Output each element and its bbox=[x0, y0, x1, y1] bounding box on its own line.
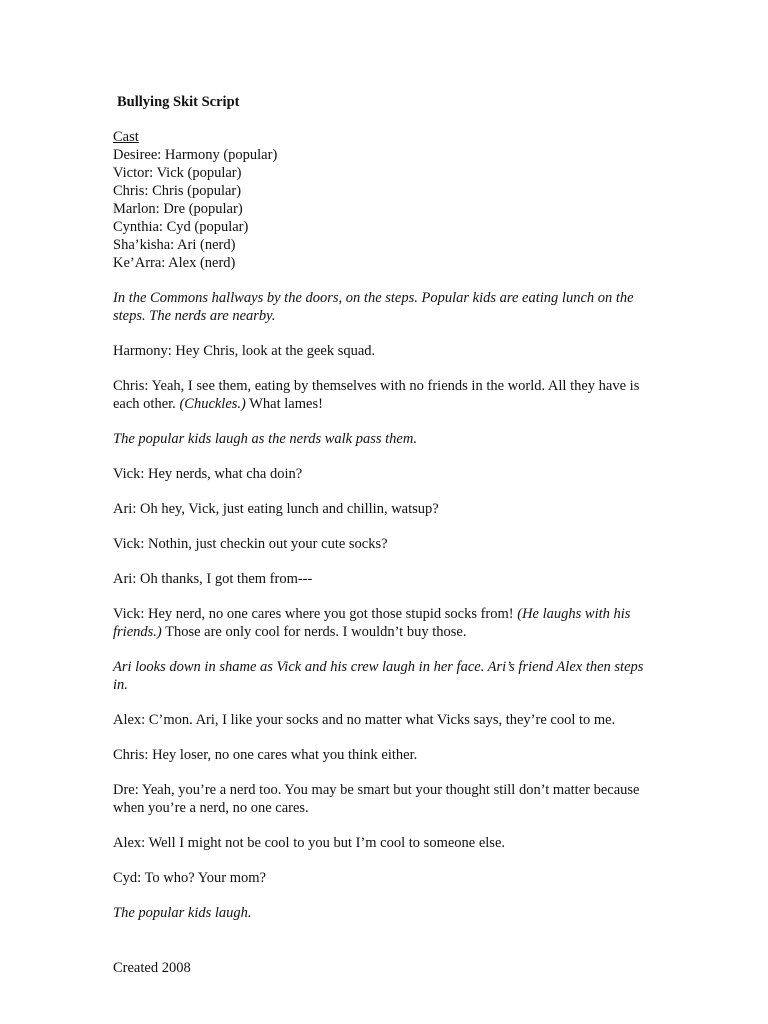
dialogue-text: What lames! bbox=[245, 396, 323, 412]
stage-direction: Ari looks down in shame as Vick and his crew laugh in her face. Ari’s friend Alex then steps in. bbox=[113, 659, 644, 693]
cast-member: Chris: Chris (popular) bbox=[113, 183, 242, 199]
dialogue-line: Cyd: To who? Your mom? bbox=[113, 870, 266, 886]
dialogue-line: Ari: Oh hey, Vick, just eating lunch and chillin, watsup? bbox=[113, 501, 439, 517]
stage-direction: The popular kids laugh as the nerds walk pass them. bbox=[113, 431, 417, 447]
cast-member: Sha’kisha: Ari (nerd) bbox=[113, 237, 236, 253]
dialogue-line: Vick: Hey nerds, what cha doin? bbox=[113, 466, 303, 482]
inline-direction: (Chuckles.) bbox=[179, 396, 246, 412]
dialogue-line: Harmony: Hey Chris, look at the geek squad. bbox=[113, 343, 376, 359]
cast-member: Marlon: Dre (popular) bbox=[113, 201, 243, 217]
document-title: Bullying Skit Script bbox=[117, 94, 240, 110]
dialogue-line: Ari: Oh thanks, I got them from--- bbox=[113, 571, 313, 587]
dialogue-text: Chris: Yeah, I see them, eating by themselves with no friends in the world. All they have is each other. bbox=[113, 378, 640, 412]
stage-direction: The popular kids laugh. bbox=[113, 905, 252, 921]
cast-list bbox=[113, 128, 661, 272]
dialogue-line: Alex: Well I might not be cool to you but I’m cool to someone else. bbox=[113, 835, 506, 851]
cast-heading: Cast bbox=[113, 129, 139, 145]
dialogue-line: Dre: Yeah, you’re a nerd too. You may be smart but your thought still don’t matter because when you’re a nerd, no one cares. bbox=[113, 782, 640, 816]
cast-member: Victor: Vick (popular) bbox=[113, 165, 242, 181]
dialogue-line bbox=[113, 605, 661, 641]
dialogue-line: Vick: Nothin, just checkin out your cute socks? bbox=[113, 536, 388, 552]
dialogue-line: Chris: Hey loser, no one cares what you think either. bbox=[113, 747, 418, 763]
cast-member: Ke’Arra: Alex (nerd) bbox=[113, 255, 236, 271]
cast-member: Desiree: Harmony (popular) bbox=[113, 147, 278, 163]
page-footer: Created 2008 bbox=[113, 960, 191, 976]
dialogue-line bbox=[113, 377, 661, 413]
document-page bbox=[113, 93, 661, 939]
stage-direction: In the Commons hallways by the doors, on the steps. Popular kids are eating lunch on the steps. The nerds are nearby. bbox=[113, 290, 634, 324]
cast-member: Cynthia: Cyd (popular) bbox=[113, 219, 249, 235]
dialogue-text: Those are only cool for nerds. I wouldn’t buy those. bbox=[161, 624, 467, 640]
dialogue-text: Vick: Hey nerd, no one cares where you got those stupid socks from! bbox=[113, 606, 518, 622]
inline-direction: (He laughs with his friends.) bbox=[113, 606, 631, 640]
dialogue-line: Alex: C’mon. Ari, I like your socks and no matter what Vicks says, they’re cool to me. bbox=[113, 712, 616, 728]
